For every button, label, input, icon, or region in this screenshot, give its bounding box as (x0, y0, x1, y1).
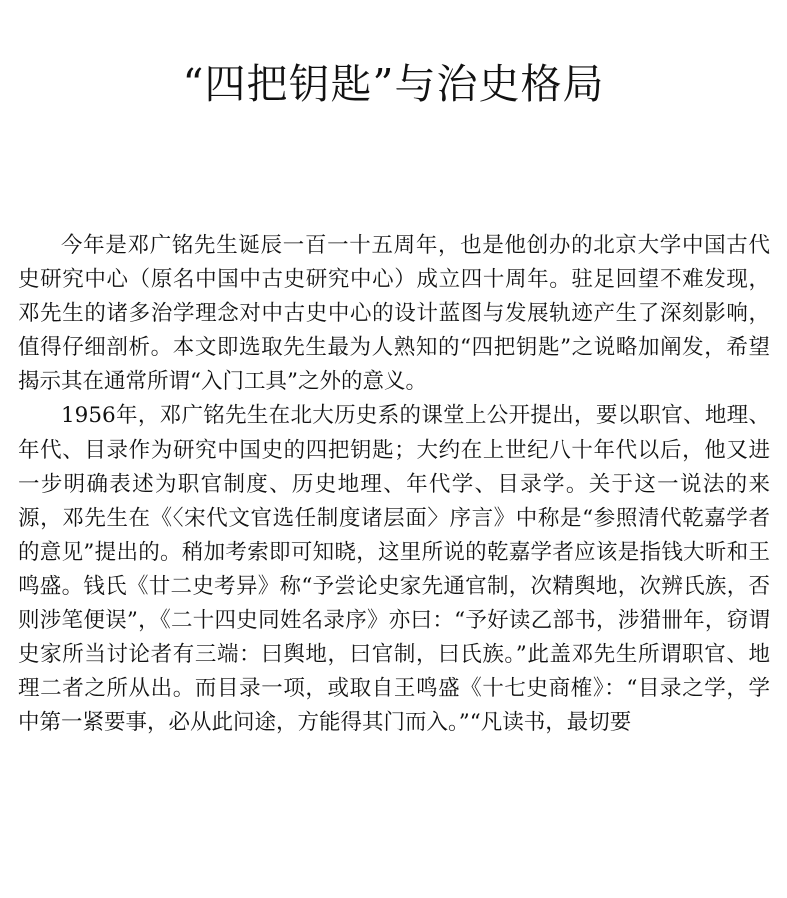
article-title: “四把钥匙”与治史格局 (182, 60, 605, 109)
paragraph: 1956年，邓广铭先生在北大历史系的课堂上公开提出，要以职官、地理、年代、目录作为研究中国史的四把钥匙；大约在上世纪八十年代以后，他又进一步明确表述为职官制度、历史地理、年代学、目录学。关于这一说法的来源，邓先生在《〈宋代文官选任制度诸层面〉序言》中称是“参照清代乾嘉学者的意见”提出的。稍加考索即可知晓，这里所说的乾嘉学者应该是指钱大昕和王鸣盛。钱氏《廿二史考异》称“予尝论史家先通官制，次精舆地，次辨氏族，否则涉笔便误”，《二十四史同姓名录序》亦曰：“予好读乙部书，涉猎卌年，窃谓史家所当讨论者有三端：曰舆地，曰官制，曰氏族。”此盖邓先生所谓职官、地理二者之所从出。而目录一项，或取自王鸣盛《十七史商榷》：“目录之学，学中第一紧要事，必从此问途，方能得其门而入。”“凡读书，最切要 (18, 403, 770, 736)
paragraph: 今年是邓广铭先生诞辰一百一十五周年，也是他创办的北京大学中国古代史研究中心（原名中国中古史研究中心）成立四十周年。驻足回望不难发现，邓先生的诸多治学理念对中古史中心的设计蓝图与发展轨迹产生了深刻影响，值得仔细剖析。本文即选取先生最为人熟知的“四把钥匙”之说略加阐发，希望揭示其在通常所谓“入门工具”之外的意义。 (18, 233, 770, 395)
article-body (18, 229, 770, 740)
